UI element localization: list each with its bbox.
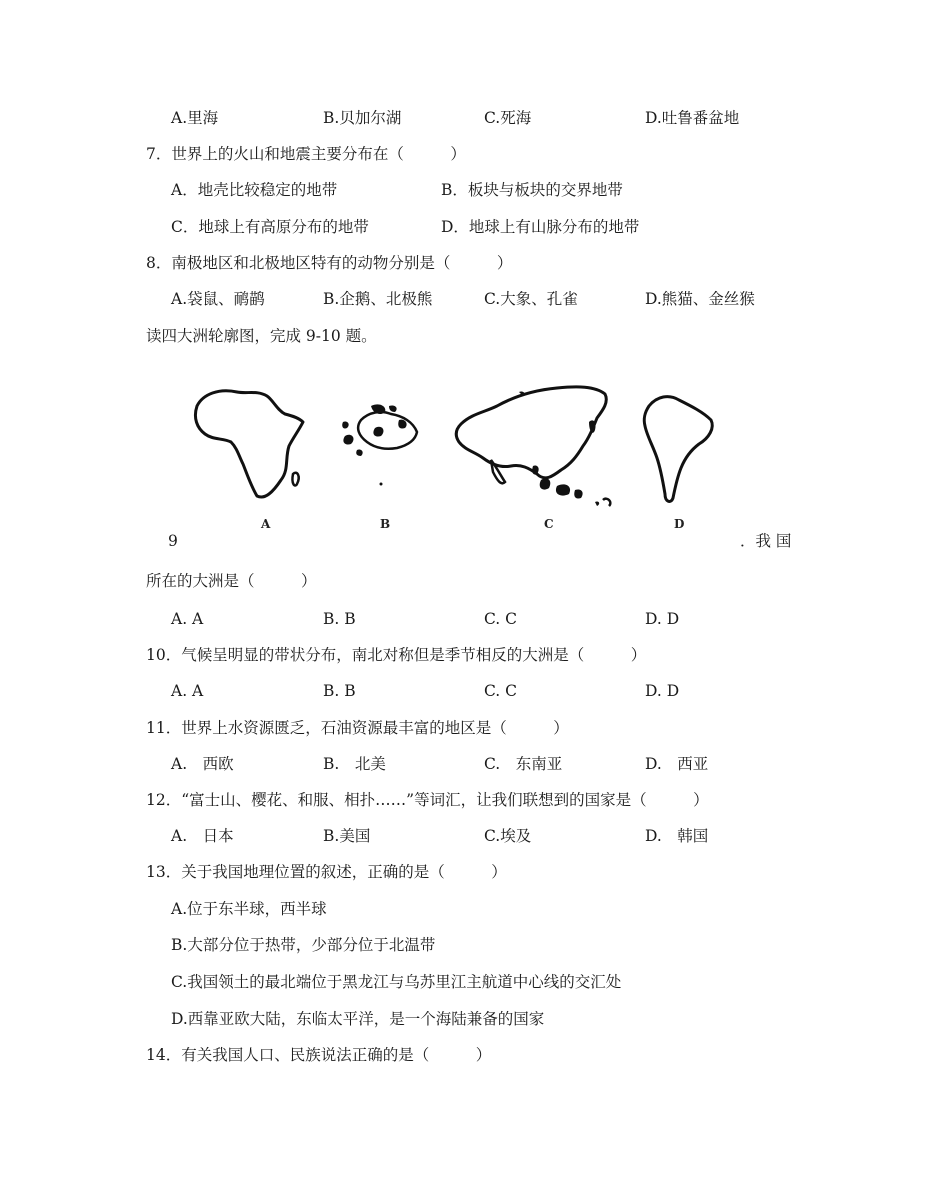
- figure-label-d: D: [674, 517, 685, 531]
- q7-stem: 7．世界上的火山和地震主要分布在（ ）: [146, 145, 466, 163]
- figure-label-b: B: [380, 517, 391, 531]
- europe-outline: [342, 404, 417, 485]
- q12-option-b: B.美国: [323, 827, 371, 845]
- q14-stem: 14．有关我国人口、民族说法正确的是（ ）: [146, 1046, 492, 1064]
- q10-stem: 10．气候呈明显的带状分布，南北对称但是季节相反的大洲是（ ）: [146, 646, 647, 664]
- q9-option-a: A. A: [171, 610, 204, 628]
- figure-label-c: C: [544, 517, 554, 531]
- q12-option-d: D. 韩国: [645, 827, 709, 845]
- q12-stem: 12．“富士山、樱花、和服、相扑……”等词汇，让我们联想到的国家是（ ）: [146, 791, 709, 809]
- q12-option-c: C.埃及: [484, 827, 532, 845]
- q9-option-b: B. B: [323, 610, 356, 628]
- q11-stem: 11．世界上水资源匮乏，石油资源最丰富的地区是（ ）: [146, 719, 569, 737]
- q9-option-c: C. C: [484, 610, 518, 628]
- africa-outline: [195, 391, 303, 497]
- q8-option-b: B.企鹅、北极熊: [323, 290, 433, 308]
- figure-intro: 读四大洲轮廓图，完成 9-10 题。: [146, 327, 377, 345]
- q13-stem: 13．关于我国地理位置的叙述，正确的是（ ）: [146, 863, 507, 881]
- q6-option-d: D.吐鲁番盆地: [645, 109, 740, 127]
- q13-option-d: D.西靠亚欧大陆，东临太平洋，是一个海陆兼备的国家: [171, 1010, 545, 1028]
- q7-option-c: C．地球上有高原分布的地带: [171, 218, 369, 236]
- q11-option-c: C. 东南亚: [484, 755, 563, 773]
- q9-stem-continued: 所在的大洲是（ ）: [146, 572, 317, 590]
- figure-label-a: A: [261, 517, 271, 531]
- q11-option-b: B. 北美: [323, 755, 386, 773]
- q9-number: 9: [168, 532, 178, 550]
- q13-option-a: A.位于东半球，西半球: [171, 900, 327, 918]
- q13-option-b: B.大部分位于热带，少部分位于北温带: [171, 936, 436, 954]
- q6-option-a: A.里海: [171, 109, 219, 127]
- q6-option-c: C.死海: [484, 109, 532, 127]
- q12-option-a: A. 日本: [171, 827, 234, 845]
- q11-option-a: A. 西欧: [171, 755, 234, 773]
- q10-option-c: C. C: [484, 682, 518, 700]
- q8-stem: 8．南极地区和北极地区特有的动物分别是（ ）: [146, 254, 513, 272]
- q10-option-d: D. D: [645, 682, 680, 700]
- q9-option-d: D. D: [645, 610, 680, 628]
- q11-option-d: D. 西亚: [645, 755, 709, 773]
- continent-outlines-figure: [185, 376, 730, 536]
- q9-stem-tail: ．我 国: [740, 532, 792, 550]
- q10-option-a: A. A: [171, 682, 204, 700]
- asia-outline: [456, 387, 610, 506]
- q8-option-a: A.袋鼠、鸸鹋: [171, 290, 265, 308]
- q7-option-d: D．地球上有山脉分布的地带: [441, 218, 640, 236]
- q13-option-c: C.我国领土的最北端位于黑龙江与乌苏里江主航道中心线的交汇处: [171, 973, 622, 991]
- south-america-outline: [644, 397, 712, 502]
- q7-option-a: A．地壳比较稳定的地带: [171, 181, 338, 199]
- q7-option-b: B．板块与板块的交界地带: [441, 181, 623, 199]
- q10-option-b: B. B: [323, 682, 356, 700]
- q8-option-c: C.大象、孔雀: [484, 290, 578, 308]
- q8-option-d: D.熊猫、金丝猴: [645, 290, 755, 308]
- q6-option-b: B.贝加尔湖: [323, 109, 402, 127]
